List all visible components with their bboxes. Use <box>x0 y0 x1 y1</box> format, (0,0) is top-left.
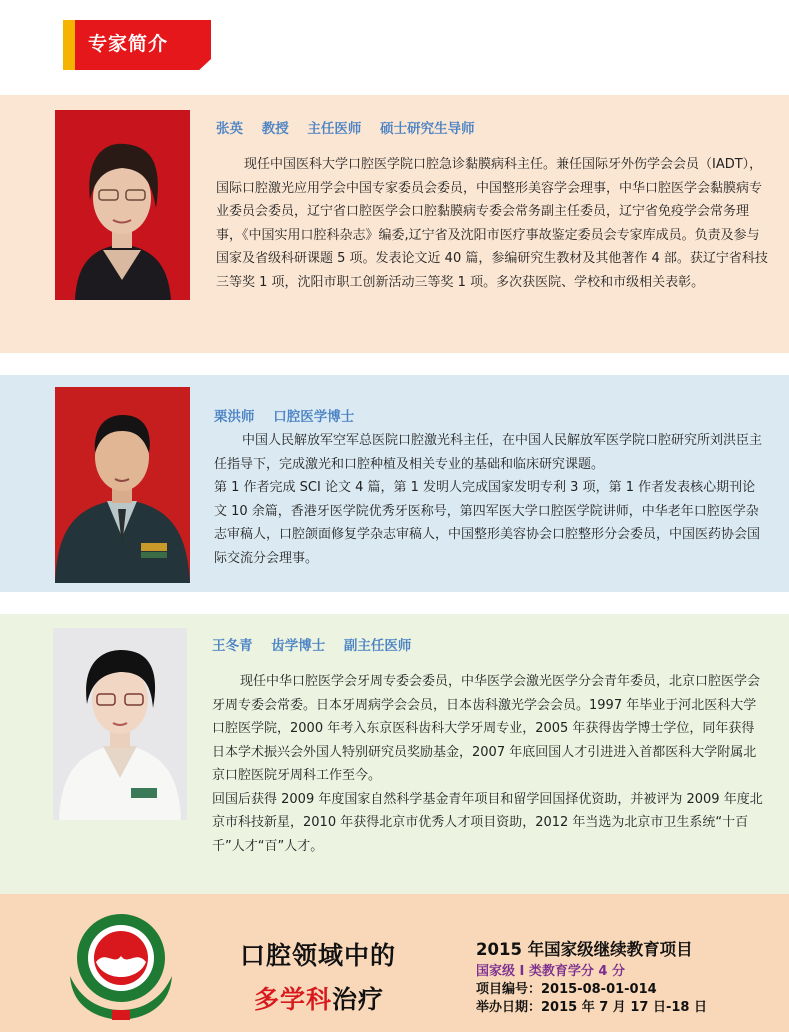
expert-name: 张英 <box>216 121 243 137</box>
expert-photo-3 <box>53 628 187 820</box>
expert-bio-1 <box>216 153 768 294</box>
expert-name-line-1 <box>216 117 489 137</box>
bio-paragraph: 现任中国医科大学口腔医学院口腔急诊黏膜病科主任。兼任国际牙外伤学会会员（IADT），国际口腔激光应用学会中国专家委员会委员，中国整形美容学会理事，中华口腔医学会黏膜病专业委员会委员，辽宁省口腔医学会口腔黏膜病专委会常务副主任委员，辽宁省免疫学会常务理事，《中国实用口腔科杂志》编委,辽宁省及沈阳市医疗事故鉴定委员会专家库成员。负责及参与国家及省级科研课题 5 项。发表论文近 40 篇，参编研究生教材及其他著作 4 部。获辽宁省科技三等奖 1 项，沈阳市职工创新活动三等奖 1 项。多次获医院、学校和市级相关表彰。 <box>216 157 768 290</box>
portrait-male-uniform-2 <box>55 387 190 583</box>
project-title: 2015 年国家级继续教育项目 <box>476 940 693 959</box>
expert-card-3 <box>0 614 789 894</box>
bio-paragraph: 现任中华口腔医学会牙周专委会委员，中华医学会激光医学分会青年委员，北京口腔医学会牙周专委会常委。日本牙周病学会会员，日本齿科激光学会会员。1997 年毕业于河北医科大学口腔医学院，2000 年考入东京医科齿科大学牙周专业，2005 年获得齿学博士学位，同年获得日本学术振兴会外国人特别研究员奖励基金，2007 年底回国人才引进进入首都医科大学附属北京口腔医院牙周科工作至今。 <box>212 674 761 783</box>
portrait-female-3 <box>53 628 187 820</box>
portrait-female-1 <box>55 110 190 300</box>
expert-bio-2 <box>214 429 766 570</box>
expert-name-line-3 <box>212 634 425 654</box>
header <box>0 0 789 95</box>
expert-title: 齿学博士 <box>271 638 326 654</box>
expert-title: 教授 <box>261 121 289 137</box>
expert-title: 口腔医学博士 <box>273 409 355 425</box>
expert-title: 主任医师 <box>307 121 362 137</box>
expert-card-2 <box>0 375 789 592</box>
expert-name: 王冬青 <box>212 638 253 654</box>
slogan-line-2 <box>254 980 384 1016</box>
bio-paragraph: 回国后获得 2009 年度国家自然科学基金青年项目和留学回国择优资助，并被评为 2009 年度北京市科技新星，2010 年获得北京市优秀人才项目资助，2012 年当选为北京市卫生系统“十百千”人才“百”人才。 <box>212 791 763 854</box>
expert-name-line-2 <box>214 405 368 425</box>
expert-photo-2 <box>55 387 190 583</box>
tab-accent-bar <box>63 20 75 70</box>
slogan-tail: 治疗 <box>332 985 385 1014</box>
hospital-logo-icon <box>62 906 180 1024</box>
expert-photo-1 <box>55 110 190 300</box>
expert-card-1 <box>0 95 789 353</box>
bio-paragraph: 中国人民解放军空军总医院口腔激光科主任，在中国人民解放军医学院口腔研究所刘洪臣主任指导下，完成激光和口腔种植及相关专业的基础和临床研究课题。 <box>214 433 763 472</box>
bio-paragraph: 第 1 作者完成 SCI 论文 4 篇，第 1 发明人完成国家发明专利 3 项，第 1 作者发表核心期刊论文 10 余篇，香港牙医学院优秀牙医称号，第四军医大学口腔医学院讲师，中华老年口腔医学杂志审稿人，口腔颌面修复学杂志审稿人，中国整形美容协会口腔整形分会委员，中国医药协会国际交流分会理事。 <box>214 480 761 566</box>
expert-title: 硕士研究生导师 <box>380 121 475 137</box>
expert-name: 栗洪师 <box>214 409 255 425</box>
footer-banner <box>0 894 789 1032</box>
project-code: 项目编号：2015-08-01-014 <box>476 982 657 997</box>
credit-info: 国家级 I 类教育学分 4 分 <box>476 964 625 979</box>
slogan-line-1: 口腔领域中的 <box>240 941 397 970</box>
expert-bio-3 <box>212 670 764 858</box>
expert-title: 副主任医师 <box>343 638 412 654</box>
slogan-highlight: 多学科 <box>254 985 333 1014</box>
event-dates: 举办日期：2015 年 7 月 17 日-18 日 <box>476 1000 707 1015</box>
section-title: 专家简介 <box>88 33 169 55</box>
